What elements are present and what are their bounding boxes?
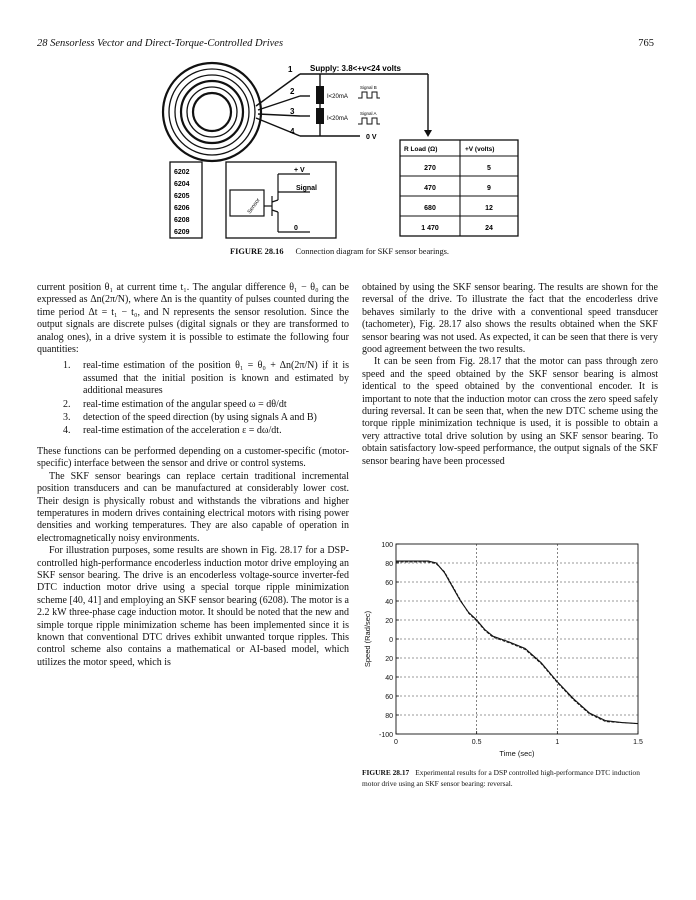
x-tick-label: 1 (555, 739, 560, 746)
list-item (37, 425, 349, 437)
list-item (37, 360, 349, 397)
paragraph: These functions can be performed depending on a customer-specific (motor-specific) interface between the sensor and drive or control systems. (37, 445, 349, 470)
list-number: 3. (63, 412, 71, 424)
speed-chart (358, 536, 658, 768)
list-text: real-time estimation of the acceleration ε = dω/dt. (83, 425, 282, 437)
wire-number-2: 2 (290, 87, 295, 96)
paragraph: obtained by using the SKF sensor bearing. The results are shown for the reversal of the drive. To illustrate the fact that the encoderless drive behaves similarly to the drive with a conventional speed transducer (tachometer), Fig. 28.17 also shows the results obtained when the SKF sensor bearing was not used. As expected, it can be seen that there is very good agreement between the two results. (362, 282, 658, 356)
right-column (362, 282, 658, 468)
page-number: 765 (638, 38, 654, 49)
x-tick-label: 1.5 (633, 739, 643, 746)
list-text: real-time estimation of the position θ₁ = θ₀ + Δn(2π/N) if it is assumed that the initial position is known and estimated by additional measures (83, 360, 349, 397)
y-tick-label: 0 (389, 637, 393, 644)
y-tick-label: 40 (385, 599, 393, 606)
figure-28-17-caption (362, 768, 658, 789)
bearing-model: 6206 (174, 205, 190, 212)
table-cell: 12 (485, 205, 493, 212)
bearing-model: 6204 (174, 181, 190, 188)
x-tick-label: 0 (394, 739, 398, 746)
table-header: R Load (Ω) (404, 146, 438, 153)
sensor-bearing-icon (163, 63, 261, 161)
table-cell: 680 (424, 205, 436, 212)
current-limit-1: I<20mA (327, 94, 348, 100)
list-text: real-time estimation of the angular speed ω = dθ/dt (83, 398, 287, 410)
list-number: 4. (63, 425, 71, 437)
bearing-model: 6209 (174, 229, 190, 236)
x-tick-label: 0.5 (471, 739, 482, 746)
y-tick-label: 20 (385, 656, 393, 663)
y-tick-label: 60 (385, 580, 393, 587)
supply-label: Supply: 3.8<+v<24 volts (310, 64, 401, 73)
current-limit-2: I<20mA (327, 116, 348, 122)
paragraph: current position θ₁ at current time t₁. The angular difference θ₁ − θ₀ can be expressed as Δn(2π/N), where Δn is the quantity of pulses counted during the time period Δt = t₁ − t₀, and N represents the sensor resolution. Since the output signals are discrete pulses (digital signals or they are transformed to analog ones), in a drive system it is possible to estimate the following four quantities: (37, 282, 349, 356)
y-tick-label: 80 (385, 561, 393, 568)
circuit-plus-v: + V (294, 167, 305, 174)
table-cell: 470 (424, 185, 436, 192)
y-tick-label: 20 (385, 618, 393, 625)
table-header: +V (volts) (465, 146, 495, 153)
table-cell: 1 470 (421, 225, 439, 232)
quantity-list (37, 360, 349, 437)
y-axis-label: Speed (Rad/sec) (363, 610, 372, 668)
list-text: detection of the speed direction (by using signals A and B) (83, 412, 317, 424)
caption-text: Connection diagram for SKF sensor bearings. (295, 247, 450, 256)
table-cell: 270 (424, 165, 436, 172)
y-tick-label: 100 (381, 542, 393, 549)
sensor-label: Sensor (246, 197, 262, 216)
ground-label: 0 V (366, 134, 377, 141)
wire-number-4: 4 (290, 127, 295, 136)
series-line-2 (396, 562, 638, 724)
bearing-model: 6205 (174, 193, 190, 200)
list-item (37, 412, 349, 424)
x-axis-label: Time (sec) (499, 749, 535, 758)
running-title: 28 Sensorless Vector and Direct-Torque-Controlled Drives (37, 38, 284, 49)
signal-b-label: Signal B (360, 85, 377, 90)
series-line-1 (396, 561, 638, 724)
y-tick-label: 80 (385, 713, 393, 720)
paragraph: It can be seen from Fig. 28.17 that the motor can pass through zero speed and the speed obtained by the SKF sensor bearing is almost identical to the speed obtained by the conventional encoder. It is important to note that the induction motor can cross the zero speed safely during reversal. It can be seen that, when the new DTC scheme using the torque ripple minimization technique is used, it is possible to obtain a very attractive total drive solution by using an SKF sensor bearing. To obtain satisfactory low-speed performance, the output signals of the SKF sensor bearing have been processed (362, 356, 658, 467)
figure-28-16-caption (230, 246, 449, 258)
wire-number-3: 3 (290, 107, 295, 116)
table-cell: 9 (487, 185, 491, 192)
circuit-signal: Signal (296, 185, 318, 192)
wire-number-1: 1 (288, 65, 293, 74)
load-table (400, 140, 518, 236)
signal-a-label: Signal A (360, 111, 377, 116)
caption-label: FIGURE 28.17 (362, 768, 410, 777)
paragraph: For illustration purposes, some results are shown in Fig. 28.17 for a DSP-controlled high-performance encoderless induction motor drive employing an SKF sensor bearing. The drive is an encoderless voltage-source inverter-fed DTC induction motor drive using a special torque ripple minimization scheme [40, 41] and employing an SKF sensor bearing (6208). The motor is a 2.2 kW three-phase cage induction motor. It should be noted that the new and simple torque ripple minimization scheme has been implemented since it is known that conventional DTC drives exhibit unwanted torque ripples. This control scheme also contains a mathematical or AI-based model, which utilizes the motor speed, which is (37, 545, 349, 668)
list-number: 2. (63, 398, 71, 410)
circuit-zero: 0 (294, 225, 298, 232)
left-column (37, 282, 349, 669)
y-tick-label: -100 (378, 732, 393, 739)
caption-label: FIGURE 28.16 (230, 247, 284, 256)
list-item (37, 399, 349, 411)
connection-diagram (160, 60, 532, 270)
table-cell: 24 (485, 225, 493, 232)
bearing-model: 6202 (174, 169, 190, 176)
y-tick-label: 40 (385, 675, 393, 682)
caption-text: Experimental results for a DSP controlled high-performance DTC induction motor drive using an SKF sensor bearing: reversal. (362, 768, 640, 788)
bearing-model: 6208 (174, 217, 190, 224)
paragraph: The SKF sensor bearings can replace certain traditional incremental position transducers and can be manufactured at considerably lower cost. Their design is physically robust and withstands the vibrations and higher temperatures in modern drives containing electrical motors with rising power densities and working temperatures. They are also capable of operation in electromagnetically noisy environments. (37, 470, 349, 544)
y-tick-label: 60 (385, 694, 393, 701)
list-number: 1. (63, 360, 71, 372)
table-cell: 5 (487, 165, 491, 172)
